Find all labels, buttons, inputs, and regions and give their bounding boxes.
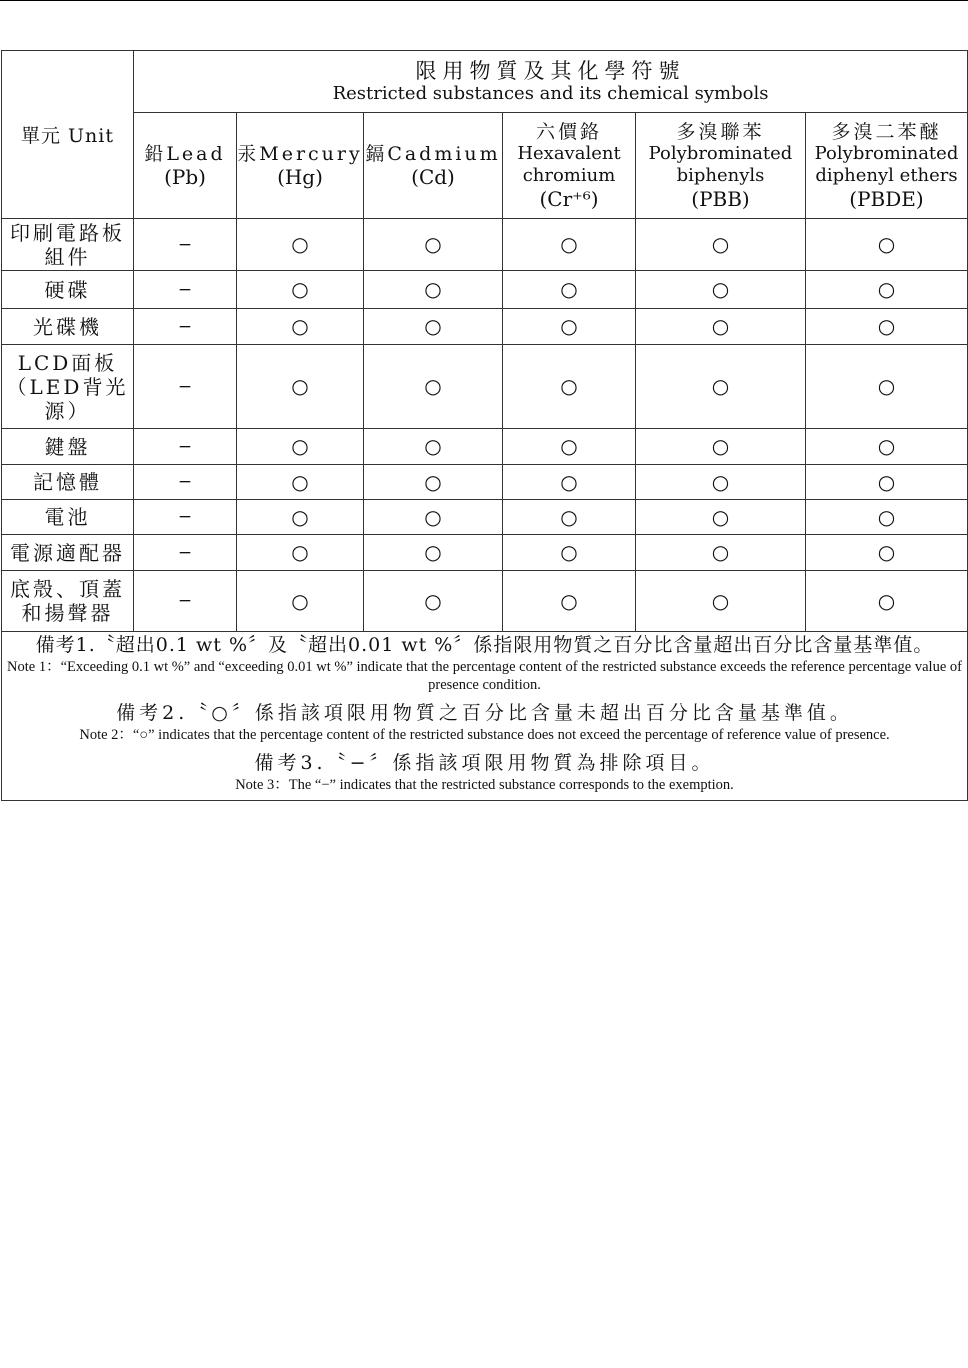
component-name: 光碟機 (2, 309, 134, 345)
substance-zh: 汞Mercury (237, 142, 363, 165)
not-exceeding-mark: ○ (877, 540, 896, 564)
not-exceeding-mark: ○ (877, 314, 896, 338)
not-exceeding-mark: ○ (560, 374, 578, 398)
exemption-mark: − (177, 234, 193, 255)
note-2-zh: 備考2.〝○〞係指該項限用物質之百分比含量未超出百分比含量基準值。 (116, 702, 853, 724)
substance-zh: 多溴聯苯 (676, 120, 765, 143)
exemption-mark: − (177, 376, 193, 397)
substance-value-cell (364, 571, 503, 632)
substance-header (806, 113, 968, 219)
not-exceeding-mark: ○ (711, 374, 730, 398)
substance-value-cell (806, 309, 968, 345)
substance-value-cell (134, 219, 237, 271)
substance-value-cell (503, 535, 636, 571)
substance-value-cell (134, 309, 237, 345)
not-exceeding-mark: ○ (711, 434, 730, 458)
substance-header (636, 113, 806, 219)
substance-symbol: (Cd) (411, 164, 455, 189)
substance-value-cell (134, 271, 237, 309)
substance-zh: 鉛Lead (144, 142, 226, 165)
substance-value-cell (237, 345, 364, 429)
not-exceeding-mark: ○ (424, 232, 442, 256)
not-exceeding-mark: ○ (424, 434, 442, 458)
substance-header (503, 113, 636, 219)
table-title (134, 51, 968, 113)
substance-value-cell (636, 429, 806, 465)
substance-value-cell (806, 500, 968, 535)
substance-value-cell (134, 535, 237, 571)
substance-value-cell (503, 345, 636, 429)
substance-value-cell (636, 219, 806, 271)
note-3-en: Note 3：The “−” indicates that the restricted substance corresponds to the exemption. (235, 777, 734, 793)
substance-value-cell (806, 345, 968, 429)
not-exceeding-mark: ○ (424, 314, 442, 338)
not-exceeding-mark: ○ (291, 374, 309, 398)
substance-value-cell (636, 465, 806, 500)
substance-value-cell (134, 500, 237, 535)
not-exceeding-mark: ○ (560, 232, 578, 256)
substance-value-cell (237, 309, 364, 345)
substance-value-cell (237, 500, 364, 535)
table-row (2, 535, 968, 571)
not-exceeding-mark: ○ (711, 504, 730, 529)
not-exceeding-mark: ○ (877, 434, 896, 458)
substance-value-cell (237, 571, 364, 632)
not-exceeding-mark: ○ (424, 469, 442, 494)
substance-value-cell (237, 271, 364, 309)
substance-symbol: (PBB) (691, 186, 750, 211)
substance-value-cell (134, 429, 237, 465)
table-row (2, 429, 968, 465)
substance-value-cell (503, 271, 636, 309)
not-exceeding-mark: ○ (424, 277, 442, 301)
restricted-substances-table (1, 50, 968, 801)
substance-value-cell (636, 271, 806, 309)
not-exceeding-mark: ○ (424, 588, 442, 613)
substance-value-cell (636, 309, 806, 345)
not-exceeding-mark: ○ (291, 232, 309, 256)
not-exceeding-mark: ○ (291, 314, 309, 338)
substance-value-cell (364, 535, 503, 571)
component-name: 電池 (2, 500, 134, 535)
substance-value-cell (134, 465, 237, 500)
substance-value-cell (237, 535, 364, 571)
table-row (2, 271, 968, 309)
not-exceeding-mark: ○ (424, 374, 442, 398)
not-exceeding-mark: ○ (877, 232, 896, 256)
not-exceeding-mark: ○ (560, 504, 578, 529)
substance-zh: 多溴二苯醚 (831, 120, 942, 143)
substance-header (364, 113, 503, 219)
note-1-zh: 備考1.〝超出0.1 wt %〞及〝超出0.01 wt %〞係指限用物質之百分比含量超出百分比含量基準值。 (35, 634, 934, 656)
not-exceeding-mark: ○ (711, 540, 730, 564)
exemption-mark: − (177, 316, 193, 337)
not-exceeding-mark: ○ (291, 277, 309, 301)
component-name: 硬碟 (2, 271, 134, 309)
substance-value-cell (237, 219, 364, 271)
not-exceeding-mark: ○ (711, 588, 730, 613)
substance-zh: 鎘Cadmium (365, 142, 501, 165)
substance-value-cell (364, 271, 503, 309)
not-exceeding-mark: ○ (877, 277, 896, 301)
exemption-mark: − (177, 542, 193, 563)
table-title-en: Restricted substances and its chemical symbols (332, 82, 769, 104)
component-name: 鍵盤 (2, 429, 134, 465)
substance-value-cell (503, 309, 636, 345)
component-name: 記憶體 (2, 465, 134, 500)
not-exceeding-mark: ○ (711, 314, 730, 338)
table-title-zh: 限用物質及其化學符號 (415, 58, 686, 83)
substance-zh: 六價鉻 (535, 120, 602, 143)
substance-symbol: (Cr⁺⁶) (539, 186, 599, 211)
substance-value-cell (503, 465, 636, 500)
substance-value-cell (806, 465, 968, 500)
substance-value-cell (806, 271, 968, 309)
note-3-zh: 備考3.〝−〞係指該項限用物質為排除項目。 (254, 752, 715, 774)
substance-value-cell (364, 345, 503, 429)
substance-value-cell (636, 345, 806, 429)
not-exceeding-mark: ○ (877, 374, 896, 398)
substance-header (134, 113, 237, 219)
note-1-en: Note 1：“Exceeding 0.1 wt %” and “exceeding 0.01 wt %” indicate that the percentage content of the restricted substance exceeds the reference percentage value of presence condition. (7, 659, 962, 693)
substance-value-cell (364, 500, 503, 535)
table-row (2, 500, 968, 535)
not-exceeding-mark: ○ (291, 469, 309, 494)
substance-value-cell (806, 535, 968, 571)
not-exceeding-mark: ○ (424, 504, 442, 529)
substance-value-cell (503, 571, 636, 632)
not-exceeding-mark: ○ (560, 540, 578, 564)
not-exceeding-mark: ○ (291, 588, 309, 613)
substance-value-cell (364, 309, 503, 345)
substance-header-row (2, 113, 968, 219)
not-exceeding-mark: ○ (291, 434, 309, 458)
substance-value-cell (364, 429, 503, 465)
exemption-mark: − (177, 279, 193, 300)
not-exceeding-mark: ○ (877, 469, 896, 494)
component-name: 電源適配器 (2, 535, 134, 571)
substance-value-cell (237, 429, 364, 465)
substance-value-cell (364, 219, 503, 271)
notes-section (2, 632, 968, 801)
exemption-mark: − (177, 472, 193, 492)
exemption-mark: − (177, 591, 193, 611)
not-exceeding-mark: ○ (560, 469, 578, 494)
substance-en: Polybrominated biphenyls (648, 142, 793, 186)
substance-value-cell (237, 465, 364, 500)
substance-value-cell (364, 465, 503, 500)
exemption-mark: − (177, 507, 193, 527)
substance-en: Hexavalent chromium (517, 142, 621, 186)
substance-value-cell (806, 429, 968, 465)
substance-value-cell (134, 345, 237, 429)
not-exceeding-mark: ○ (560, 277, 578, 301)
substance-value-cell (134, 571, 237, 632)
not-exceeding-mark: ○ (877, 588, 896, 613)
table-row (2, 219, 968, 271)
substance-value-cell (636, 535, 806, 571)
not-exceeding-mark: ○ (291, 504, 309, 529)
component-name: LCD面板（LED背光源） (2, 345, 134, 429)
table-row (2, 571, 968, 632)
component-name: 底殼、頂蓋和揚聲器 (2, 571, 134, 632)
table-body (2, 219, 968, 632)
table-row (2, 345, 968, 429)
component-name: 印刷電路板組件 (2, 219, 134, 271)
table-row (2, 309, 968, 345)
not-exceeding-mark: ○ (291, 540, 309, 564)
not-exceeding-mark: ○ (560, 314, 578, 338)
table-row (2, 465, 968, 500)
substance-value-cell (806, 219, 968, 271)
substance-header (237, 113, 364, 219)
substance-value-cell (636, 500, 806, 535)
not-exceeding-mark: ○ (560, 434, 578, 458)
exemption-mark: − (177, 436, 193, 457)
unit-header: 單元 Unit (2, 51, 134, 219)
substance-value-cell (503, 500, 636, 535)
not-exceeding-mark: ○ (711, 469, 730, 494)
substance-symbol: (Hg) (277, 164, 323, 189)
not-exceeding-mark: ○ (560, 588, 578, 613)
substance-value-cell (636, 571, 806, 632)
substance-en: Polybrominated diphenyl ethers (814, 142, 959, 186)
not-exceeding-mark: ○ (711, 277, 730, 301)
substance-symbol: (PBDE) (849, 186, 924, 211)
not-exceeding-mark: ○ (711, 232, 730, 256)
substance-value-cell (806, 571, 968, 632)
substance-value-cell (503, 219, 636, 271)
not-exceeding-mark: ○ (424, 540, 442, 564)
substance-symbol: (Pb) (164, 164, 206, 189)
not-exceeding-mark: ○ (877, 504, 896, 529)
substance-value-cell (503, 429, 636, 465)
note-2-en: Note 2：“○” indicates that the percentage content of the restricted substance does not exceed the percentage of reference value of presence. (79, 727, 890, 743)
header-rule (0, 0, 968, 1)
